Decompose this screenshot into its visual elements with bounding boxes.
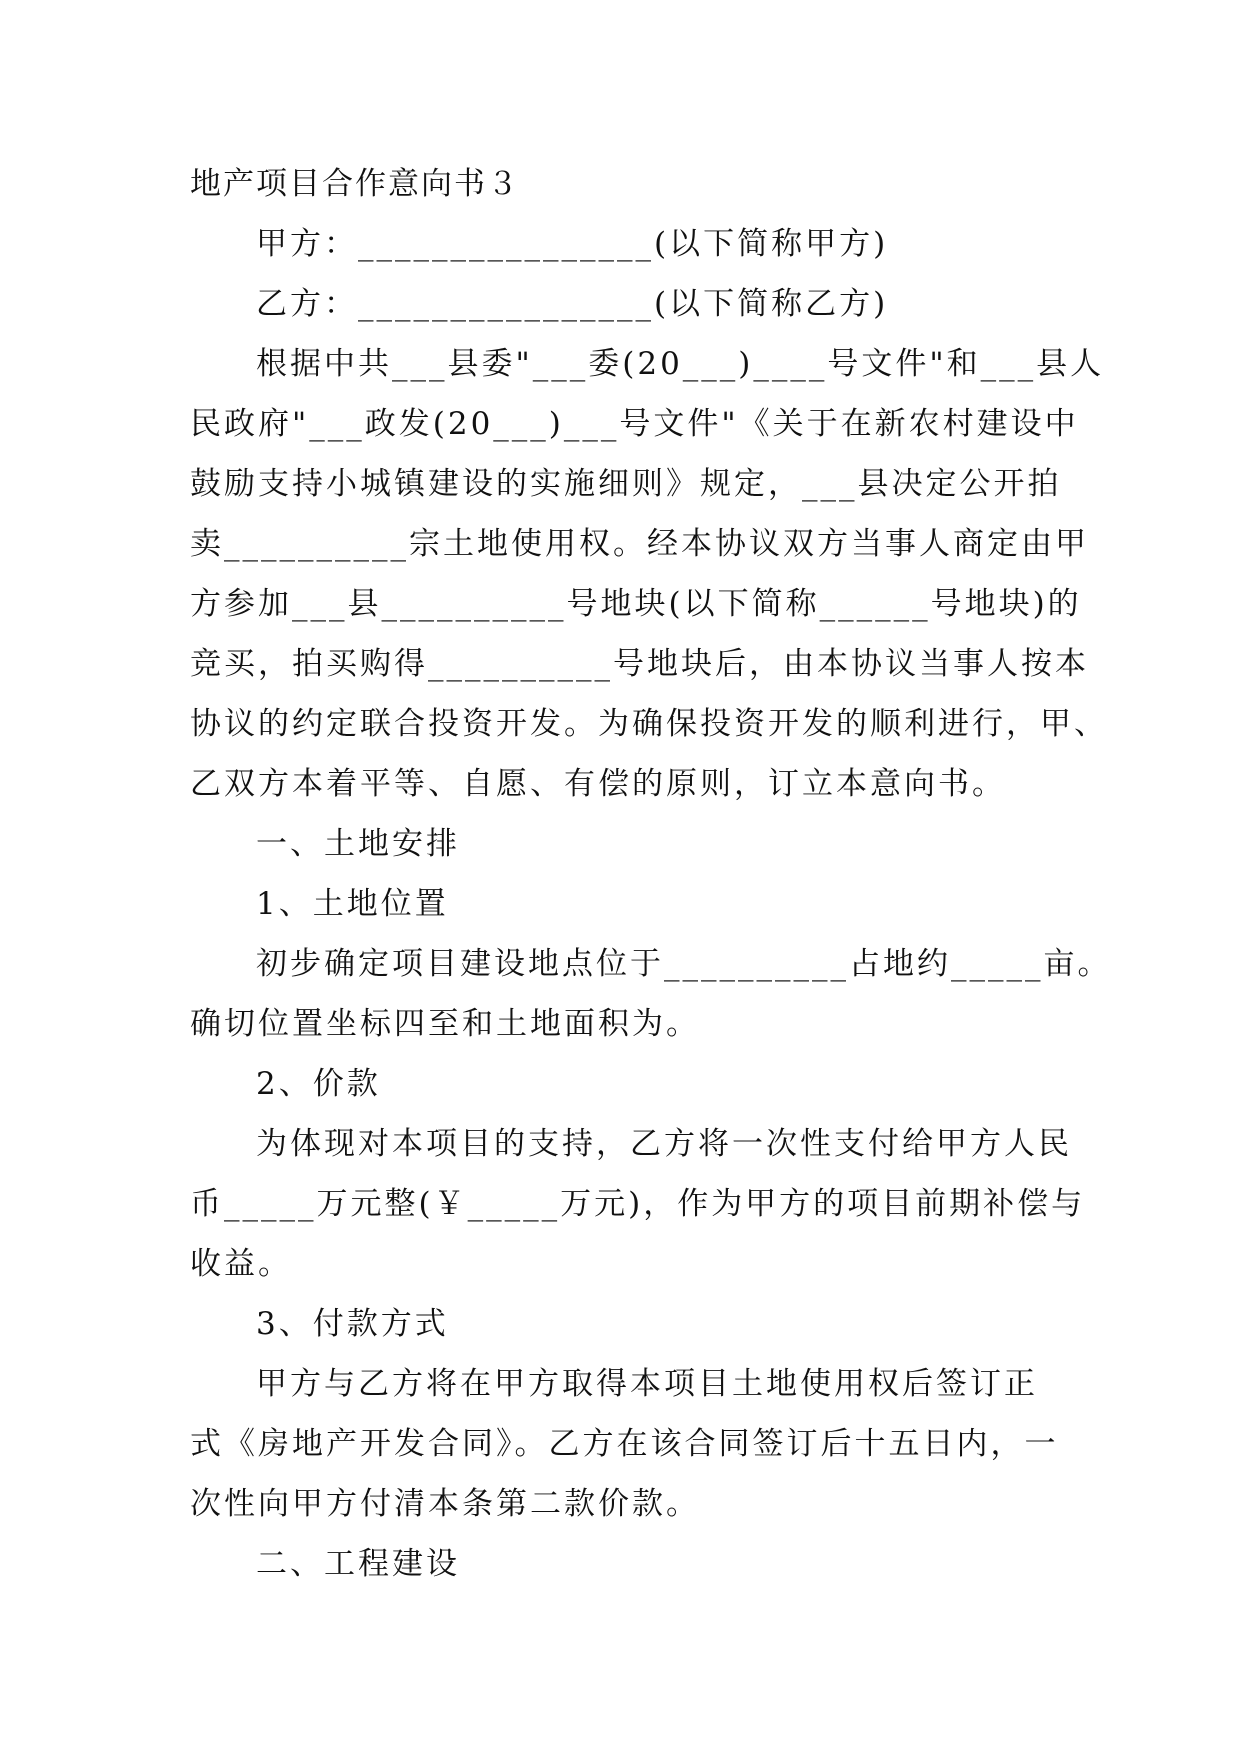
- section-heading-construction: 二、工程建设: [256, 1546, 460, 1582]
- price-paragraph-line: 为体现对本项目的支持，乙方将一次性支付给甲方人民: [256, 1126, 1072, 1162]
- intro-paragraph-line: 竞买，拍买购得__________号地块后，由本协议当事人按本: [190, 646, 1089, 682]
- payment-paragraph-line: 式《房地产开发合同》。乙方在该合同签订后十五日内，一: [190, 1426, 1059, 1462]
- price-paragraph-line: 币_____万元整(￥_____万元)，作为甲方的项目前期补偿与: [190, 1186, 1086, 1222]
- intro-paragraph-line: 协议的约定联合投资开发。为确保投资开发的顺利进行，甲、: [190, 706, 1108, 742]
- price-paragraph-line: 收益。: [190, 1246, 292, 1282]
- subsection-heading-payment: 3、付款方式: [256, 1306, 449, 1342]
- subsection-heading-location: 1、土地位置: [256, 886, 449, 922]
- party-b-line: 乙方：________________(以下简称乙方): [256, 286, 889, 322]
- intro-paragraph-line: 方参加___县__________号地块(以下简称______号地块)的: [190, 586, 1082, 622]
- document-body: [190, 154, 1112, 1594]
- payment-paragraph-line: 次性向甲方付清本条第二款价款。: [190, 1486, 700, 1522]
- party-a-line: 甲方：________________(以下简称甲方): [256, 226, 889, 262]
- payment-paragraph-line: 甲方与乙方将在甲方取得本项目土地使用权后签订正: [256, 1366, 1038, 1402]
- document-title: 地产项目合作意向书３: [190, 166, 520, 202]
- location-paragraph-line: 初步确定项目建设地点位于__________占地约_____亩。: [256, 946, 1112, 982]
- intro-paragraph-line: 卖__________宗土地使用权。经本协议双方当事人商定由甲: [190, 526, 1089, 562]
- intro-paragraph-line: 民政府"___政发(20___)___号文件"《关于在新农村建设中: [190, 406, 1079, 442]
- intro-paragraph-line: 鼓励支持小城镇建设的实施细则》规定，___县决定公开拍: [190, 466, 1062, 502]
- subsection-heading-price: 2、价款: [256, 1066, 381, 1102]
- location-paragraph-line: 确切位置坐标四至和土地面积为。: [190, 1006, 700, 1042]
- intro-paragraph-line: 乙双方本着平等、自愿、有偿的原则，订立本意向书。: [190, 766, 1006, 802]
- section-heading-land: 一、土地安排: [256, 826, 460, 862]
- intro-paragraph-line: 根据中共___县委"___委(20___)____号文件"和___县人: [256, 346, 1105, 382]
